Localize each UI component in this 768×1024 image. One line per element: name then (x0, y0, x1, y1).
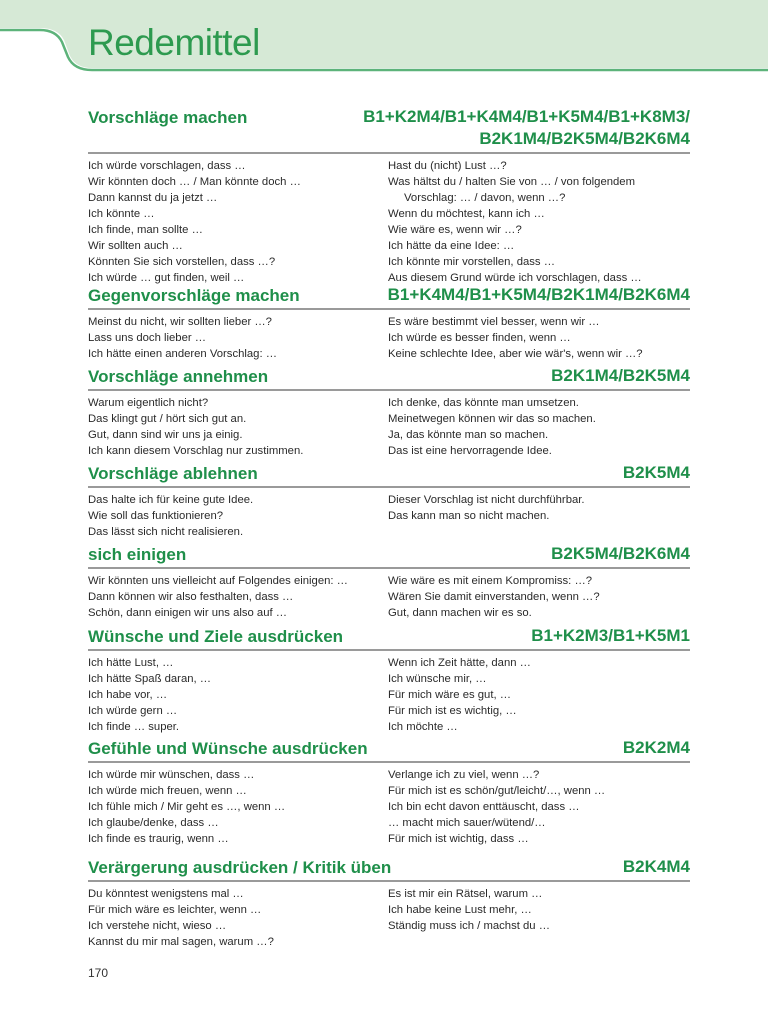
phrase: Für mich ist es wichtig, … (388, 705, 517, 717)
phrase: Für mich ist es schön/gut/leicht/…, wenn … (388, 785, 606, 797)
phrase: Ich würde gern … (88, 705, 178, 717)
phrase: Kannst du mir mal sagen, warum …? (88, 936, 274, 948)
section-title: Vorschläge ablehnen (88, 464, 258, 483)
section-header (88, 625, 690, 651)
section-header (88, 284, 690, 310)
phrase: Meinst du nicht, wir sollten lieber …? (88, 316, 272, 328)
phrase-column-left (88, 492, 388, 540)
phrase: Wären Sie damit einverstanden, wenn …? (388, 591, 600, 603)
section-code-line: B2K1M4/B2K5M4/B2K6M4 (479, 129, 690, 148)
phrase: Ich glaube/denke, dass … (88, 817, 219, 829)
phrase: Ich hätte Lust, … (88, 657, 174, 669)
phrase-column-right (388, 655, 690, 735)
section-header (88, 856, 690, 882)
section-header (88, 106, 690, 154)
phrase: Ja, das könnte man so machen. (388, 429, 549, 441)
phrase: Ständig muss ich / machst du … (388, 920, 550, 932)
section-sich-einigen (88, 543, 690, 619)
page-number: 170 (88, 966, 109, 980)
phrase-column-right (388, 395, 690, 459)
phrase: Aus diesem Grund würde ich vorschlagen, dass … (388, 272, 642, 284)
phrase-column-left (88, 314, 388, 362)
phrase-column-right (388, 886, 690, 934)
phrase: Ich würde mir wünschen, dass … (88, 769, 255, 781)
phrase: Lass uns doch lieber … (88, 332, 207, 344)
phrase: Ich verstehe nicht, wieso … (88, 920, 227, 932)
phrase: Schön, dann einigen wir uns also auf … (88, 607, 288, 619)
phrase: Für mich wäre es gut, … (388, 689, 512, 701)
section-title: Gegenvorschläge machen (88, 286, 300, 305)
phrase: Ich könnte … (88, 208, 155, 220)
section-title: Verärgerung ausdrücken / Kritik üben (88, 858, 392, 877)
phrase: Gut, dann machen wir es so. (388, 607, 532, 619)
phrase-column-left (88, 655, 388, 735)
phrase: Das ist eine hervorragende Idee. (388, 445, 552, 457)
phrase: Wenn du möchtest, kann ich … (388, 208, 545, 220)
section-code-line: B1+K2M4/B1+K4M4/B1+K5M4/B1+K8M3/ (363, 107, 690, 126)
section-code: B2K1M4/B2K5M4 (551, 366, 690, 385)
phrase: Ich möchte … (388, 721, 458, 733)
phrase: Wie wäre es, wenn wir …? (388, 224, 522, 236)
phrase: Wie soll das funktionieren? (88, 510, 224, 522)
phrase: Meinetwegen können wir das so machen. (388, 413, 596, 425)
phrase: Ich hätte da eine Idee: … (388, 240, 515, 252)
section-header (88, 737, 690, 763)
phrase: Das kann man so nicht machen. (388, 510, 550, 522)
phrase: … macht mich sauer/wütend/… (388, 817, 546, 829)
section-wuensche-und-ziele (88, 625, 690, 733)
phrase: Ich könnte mir vorstellen, dass … (388, 256, 556, 268)
section-title: Vorschläge machen (88, 108, 248, 127)
phrase: Ich fühle mich / Mir geht es …, wenn … (88, 801, 286, 813)
phrase: Für mich wäre es leichter, wenn … (88, 904, 262, 916)
phrase-column-right (388, 573, 690, 621)
phrase: Du könntest wenigstens mal … (88, 888, 244, 900)
phrase: Gut, dann sind wir uns ja einig. (88, 429, 243, 441)
section-header (88, 462, 690, 488)
phrase: Hast du (nicht) Lust …? (388, 160, 507, 172)
phrase: Wenn ich Zeit hätte, dann … (388, 657, 531, 669)
phrase: Das klingt gut / hört sich gut an. (88, 413, 247, 425)
section-code: B2K5M4/B2K6M4 (551, 544, 690, 563)
phrase: Könnten Sie sich vorstellen, dass …? (88, 256, 276, 268)
phrase: Ich bin echt davon enttäuscht, dass … (388, 801, 580, 813)
phrase: Ich habe keine Lust mehr, … (388, 904, 532, 916)
phrase-column-left (88, 158, 388, 286)
section-code: B2K2M4 (622, 738, 690, 757)
phrase-column-left (88, 886, 388, 950)
phrase-column-right (388, 492, 690, 524)
phrase: Es ist mir ein Rätsel, warum … (388, 888, 543, 900)
phrase: Keine schlechte Idee, aber wie wär's, wenn wir …? (388, 348, 643, 360)
section-code: B2K5M4 (622, 463, 690, 482)
phrase: Ich kann diesem Vorschlag nur zustimmen. (88, 445, 304, 457)
section-code: B2K4M4 (622, 857, 690, 876)
phrase: Verlange ich zu viel, wenn …? (388, 769, 540, 781)
phrase: Ich wünsche mir, … (388, 673, 487, 685)
section-gegenvorschlaege-machen (88, 284, 690, 360)
section-code (363, 106, 690, 150)
phrase: Ich finde es traurig, wenn … (88, 833, 229, 845)
phrase: Das halte ich für keine gute Idee. (88, 494, 254, 506)
phrase-column-left (88, 395, 388, 459)
phrase: Ich würde … gut finden, weil … (88, 272, 245, 284)
phrase: Vorschlag: … / davon, wenn …? (404, 192, 566, 204)
section-code: B1+K4M4/B1+K5M4/B2K1M4/B2K6M4 (387, 285, 690, 304)
phrase: Ich würde vorschlagen, dass … (88, 160, 246, 172)
phrase: Wir sollten auch … (88, 240, 183, 252)
phrase-column-right (388, 314, 690, 362)
phrase: Ich hätte Spaß daran, … (88, 673, 212, 685)
phrase: Für mich ist wichtig, dass … (388, 833, 529, 845)
phrase: Ich würde mich freuen, wenn … (88, 785, 247, 797)
phrase: Ich würde es besser finden, wenn … (388, 332, 571, 344)
section-vorschlaege-ablehnen (88, 462, 690, 538)
section-header (88, 543, 690, 569)
section-code: B1+K2M3/B1+K5M1 (531, 626, 690, 645)
section-title: Wünsche und Ziele ausdrücken (88, 627, 344, 646)
phrase-column-right (388, 767, 690, 847)
section-veraergerung-kritik (88, 856, 690, 948)
phrase: Ich finde, man sollte … (88, 224, 203, 236)
phrase: Was hältst du / halten Sie von … / von folgendem (388, 176, 635, 188)
phrase: Wir könnten uns vielleicht auf Folgendes einigen: … (88, 575, 348, 587)
phrase: Dann kannst du ja jetzt … (88, 192, 218, 204)
phrase: Wir könnten doch … / Man könnte doch … (88, 176, 301, 188)
phrase: Ich finde … super. (88, 721, 180, 733)
section-title: Vorschläge annehmen (88, 367, 269, 386)
phrase-column-right (388, 158, 690, 286)
section-vorschlaege-annehmen (88, 365, 690, 457)
phrase: Ich denke, das könnte man umsetzen. (388, 397, 579, 409)
phrase: Dieser Vorschlag ist nicht durchführbar. (388, 494, 585, 506)
section-vorschlaege-machen (88, 106, 690, 284)
phrase: Ich hätte einen anderen Vorschlag: … (88, 348, 278, 360)
phrase: Dann können wir also festhalten, dass … (88, 591, 294, 603)
section-header (88, 365, 690, 391)
page-title: Redemittel (88, 22, 260, 63)
phrase: Wie wäre es mit einem Kompromiss: …? (388, 575, 593, 587)
section-gefuehle-und-wuensche (88, 737, 690, 845)
section-title: sich einigen (88, 545, 187, 564)
phrase: Warum eigentlich nicht? (88, 397, 209, 409)
section-title: Gefühle und Wünsche ausdrücken (88, 739, 368, 758)
phrase: Das lässt sich nicht realisieren. (88, 526, 244, 538)
phrase: Ich habe vor, … (88, 689, 168, 701)
phrase: Es wäre bestimmt viel besser, wenn wir … (388, 316, 600, 328)
phrase-column-left (88, 767, 388, 847)
phrase-column-left (88, 573, 388, 621)
